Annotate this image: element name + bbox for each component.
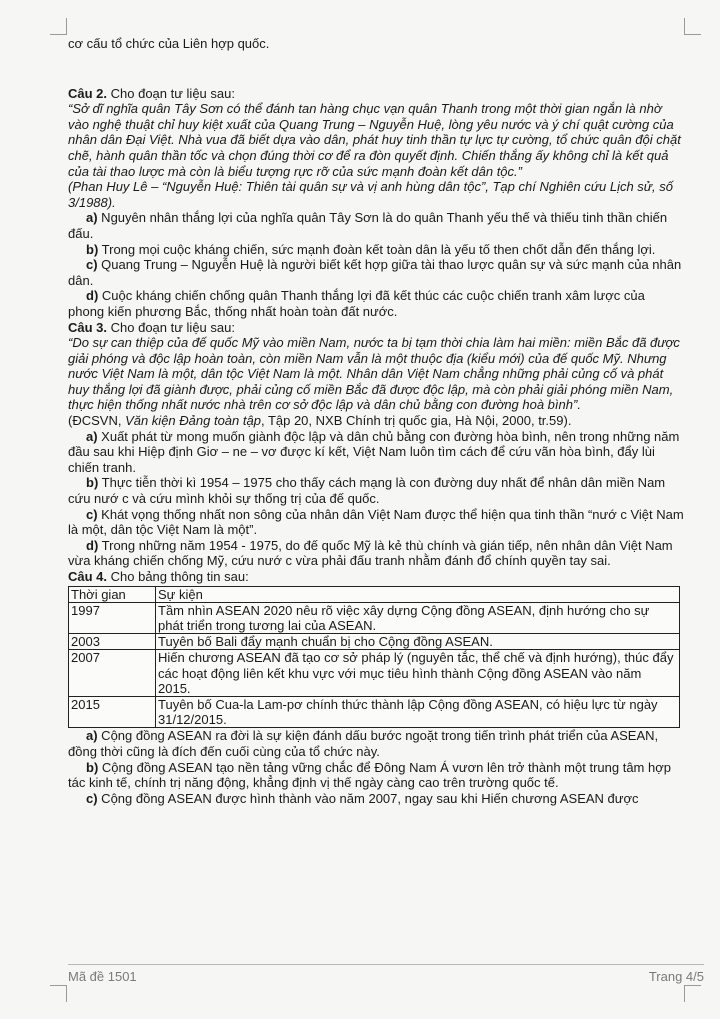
crop-mark-bottom-left: [50, 985, 67, 1002]
option-letter: b): [86, 759, 99, 775]
option-letter: c): [86, 790, 98, 806]
table-row: [69, 650, 680, 697]
source-suffix: , Tập 20, NXB Chính trị quốc gia, Hà Nội, 2000, tr.59).: [260, 413, 572, 429]
exam-code: Mã đề 1501: [68, 969, 137, 984]
option-text: Khát vọng thống nhất non sông của nhân dân Việt Nam được thể hiện qua tinh thần “nướ c Việt Nam là một, dân tộc Việt Nam là một”.: [68, 506, 684, 538]
question-2-option-c: [68, 257, 684, 288]
question-2-quote: “Sở dĩ nghĩa quân Tây Sơn có thể đánh tan hàng chục vạn quân Thanh trong một thời gian ngắn là nhờ vào nghệ thuật chỉ huy kiệt xuất của Quang Trung – Nguyễn Huệ, lòng yêu nước và ý chí quật cường của nhân dân Đại Việt. Nhà vua đã biết dựa vào dân, phát huy tinh thần tự lực tự cường, tổ chức quân đội chặt chẽ, hành quân thần tốc và chọn đúng thời cơ để ra đòn quyết định. Chiến thắng ấy không chỉ là kết quả của tài thao lược mà còn là biểu tượng rực rỡ của sức mạnh đoàn kết dân tộc.”: [68, 101, 681, 179]
question-3-option-d: [68, 538, 684, 569]
asean-timeline-table: [68, 586, 680, 729]
question-4-option-c: [68, 791, 684, 807]
option-text: Trong mọi cuộc kháng chiến, sức mạnh đoàn kết toàn dân là yếu tố then chốt dẫn đến thắng lợi.: [98, 241, 656, 257]
footer-divider: [68, 964, 704, 965]
option-letter: b): [86, 475, 99, 491]
question-2-intro: Cho đoạn tư liệu sau:: [107, 85, 235, 101]
question-3-intro: Cho đoạn tư liệu sau:: [107, 319, 235, 335]
table-header-row: [69, 586, 680, 602]
table-row: [69, 697, 680, 728]
option-text: Cộng đồng ASEAN ra đời là sự kiện đánh dấu bước ngoặt trong tiến trình phát triển của ASEAN, đồng thời cũng là đích đến cuối cùng của tổ chức này.: [68, 728, 659, 760]
page-number: Trang 4/5: [648, 969, 704, 984]
question-2-title: [68, 86, 684, 102]
crop-mark-top-left: [50, 18, 67, 35]
question-4-option-a: [68, 728, 684, 759]
option-text: Quang Trung – Nguyễn Huệ là người biết kết hợp giữa tài thao lược quân sự và sức mạnh của nhân dân.: [68, 257, 682, 288]
option-text: Cộng đồng ASEAN tạo nền tảng vững chắc để Đông Nam Á vươn lên trở thành một trung tâm hợp tác kinh tế, chính trị năng động, khẳng định vị thế ngày càng cao trên trường quốc tế.: [68, 759, 671, 791]
question-2-option-a: [68, 210, 684, 241]
option-text: Trong những năm 1954 - 1975, do đế quốc Mỹ là kẻ thù chính và gián tiếp, nên nhân dân Việt Nam vừa kháng chiến chống Mỹ, cứu nướ c vừa phải đấu tranh nhằm đánh đổ chính quyền tay sai.: [68, 537, 673, 569]
page-footer: [68, 969, 704, 984]
option-letter: a): [86, 210, 98, 226]
crop-mark-top-right: [684, 18, 701, 35]
question-2-source: (Phan Huy Lê – “Nguyễn Huệ: Thiên tài quân sự và vị anh hùng dân tộc”, Tạp chí Nghiên cứu Lịch sử, số 3/1988).: [68, 179, 674, 210]
table-header-time: Thời gian: [69, 586, 156, 602]
source-title: Văn kiện Đảng toàn tập: [125, 413, 261, 429]
question-4-title: [68, 569, 684, 585]
option-text: Cuộc kháng chiến chống quân Thanh thắng lợi đã kết thúc các cuộc chiến tranh xâm lược của phong kiến phương Bắc, thống nhất hoàn toàn đất nước.: [68, 288, 645, 319]
question-3-source: [68, 413, 684, 429]
option-text: Nguyên nhân thắng lợi của nghĩa quân Tây Sơn là do quân Thanh yếu thế và thiếu tinh thần chiến đấu.: [68, 210, 668, 241]
question-3-option-b: [68, 475, 684, 506]
table-cell-event: Tuyên bố Cua-la Lam-pơ chính thức thành lập Cộng đồng ASEAN, có hiệu lực từ ngày 31/12/2015.: [156, 697, 680, 728]
question-4-intro: Cho bảng thông tin sau:: [107, 569, 249, 584]
option-letter: c): [86, 506, 98, 522]
question-2-option-b: [68, 242, 684, 258]
option-text: Cộng đồng ASEAN được hình thành vào năm 2007, ngay sau khi Hiến chương ASEAN được: [97, 790, 639, 806]
question-3-option-c: [68, 507, 684, 538]
table-cell-year: 2007: [69, 650, 156, 697]
question-3-title: [68, 320, 684, 336]
option-letter: d): [86, 288, 99, 304]
crop-mark-bottom-right: [684, 985, 701, 1002]
option-letter: a): [86, 728, 98, 744]
table-cell-event: Hiến chương ASEAN đã tạo cơ sở pháp lý (nguyên tắc, thể chế và định hướng), thúc đẩy các hoạt động liên kết khu vực với mục tiêu hình thành Cộng đồng ASEAN vào năm 2015.: [156, 650, 680, 697]
table-cell-year: 1997: [69, 602, 156, 633]
question-3-option-a: [68, 429, 684, 476]
table-cell-year: 2015: [69, 697, 156, 728]
table-cell-year: 2003: [69, 634, 156, 650]
question-3-quote: “Do sự can thiệp của đế quốc Mỹ vào miền Nam, nước ta bị tạm thời chia làm hai miền: miền Bắc đã được giải phóng và độc lập hoàn toàn, còn miền Nam vẫn là một thuộc địa (kiểu mới) của đế quốc Mỹ. Nhưng nước Việt Nam là một, dân tộc Việt Nam là một. Nhân dân Việt Nam chẳng những phải củng cố và phát huy thắng lợi đã giành được, phải củng cố miền Bắc đã được độc lập, mà còn phải giải phóng miền Nam, thực hiện thống nhất nước nhà trên cơ sở độc lập và dân chủ bằng con đường hoà bình”.: [68, 335, 680, 413]
option-letter: b): [86, 241, 99, 257]
source-prefix: (ĐCSVN,: [68, 413, 126, 429]
question-4-option-b: [68, 760, 684, 791]
table-cell-event: Tầm nhìn ASEAN 2020 nêu rõ việc xây dựng Cộng đồng ASEAN, định hướng cho sự phát triển trong tương lai của ASEAN.: [156, 602, 680, 633]
question-2-option-d: [68, 288, 684, 319]
table-row: [69, 634, 680, 650]
table-cell-event: Tuyên bố Bali đẩy mạnh chuẩn bị cho Cộng đồng ASEAN.: [156, 634, 680, 650]
table-row: [69, 602, 680, 633]
continued-text: cơ cấu tổ chức của Liên hợp quốc.: [68, 36, 270, 51]
option-text: Thực tiễn thời kì 1954 – 1975 cho thấy cách mạng là con đường duy nhất để nhân dân miền Nam cứu nướ c và cứu mình khỏi sự thống trị của đế quốc.: [68, 475, 666, 507]
question-4-label: Câu 4.: [68, 569, 108, 584]
question-2-label: Câu 2.: [68, 85, 108, 101]
option-letter: a): [86, 428, 98, 444]
question-3-label: Câu 3.: [68, 319, 108, 335]
option-letter: c): [86, 257, 98, 273]
page-content: [68, 36, 684, 806]
option-letter: d): [86, 537, 99, 553]
option-text: Xuất phát từ mong muốn giành độc lập và dân chủ bằng con đường hòa bình, nên trong những năm đầu sau khi Hiệp định Giơ – ne – vơ được kí kết, Việt Nam luôn tìm cách để cứu vãn hòa bình, đẩy lùi chiến tranh.: [68, 428, 680, 475]
table-header-event: Sự kiện: [156, 586, 680, 602]
